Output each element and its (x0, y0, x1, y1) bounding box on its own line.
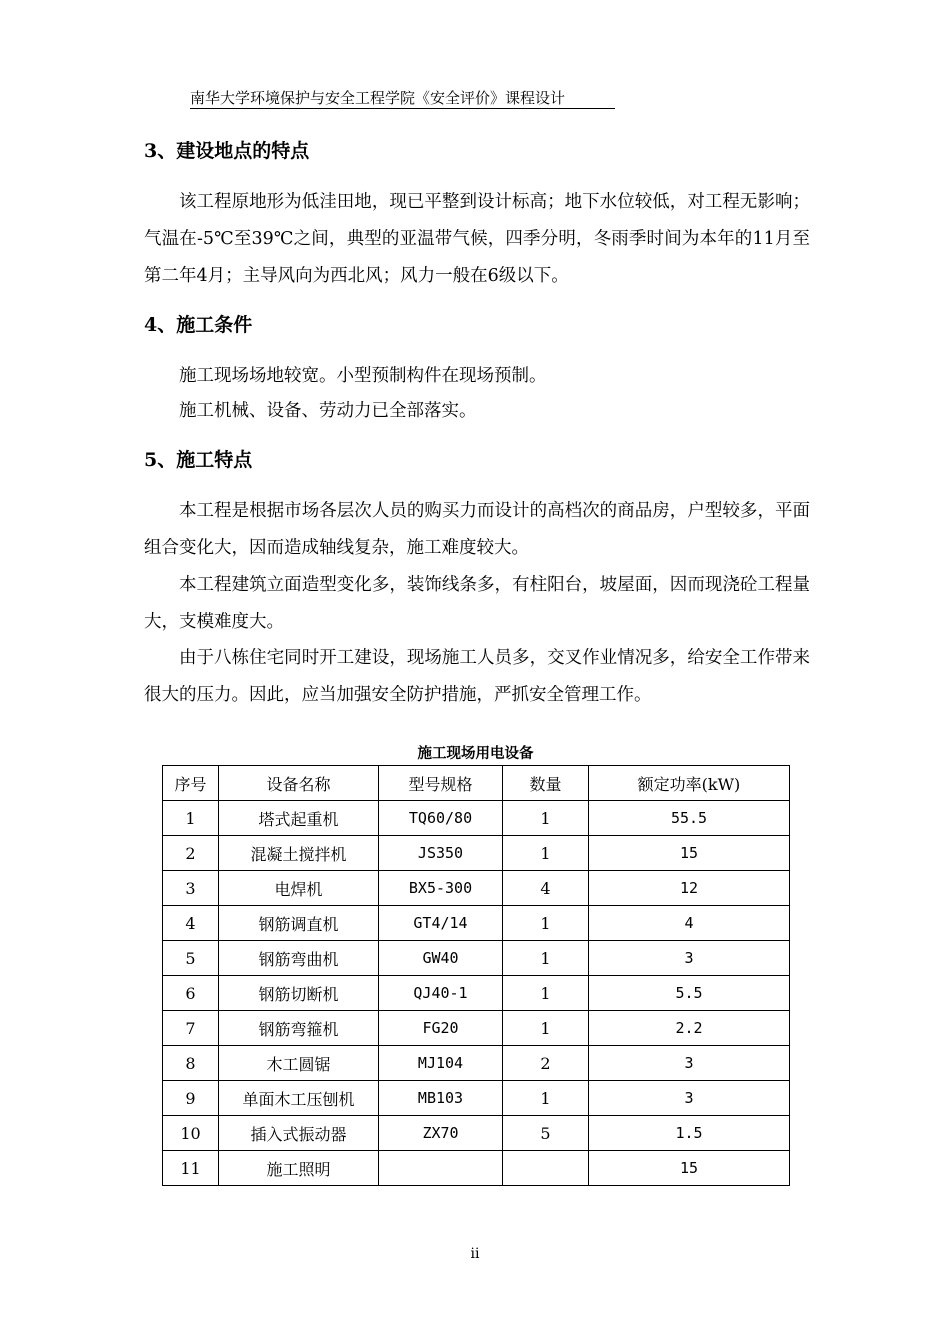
cell-quantity (503, 1151, 589, 1186)
cell-index: 11 (163, 1151, 219, 1186)
table-row (163, 871, 790, 906)
cell-power: 15 (589, 836, 790, 871)
cell-index: 4 (163, 906, 219, 941)
cell-name: 混凝土搅拌机 (219, 836, 379, 871)
cell-index: 1 (163, 801, 219, 836)
cell-quantity: 5 (503, 1116, 589, 1151)
cell-index: 9 (163, 1081, 219, 1116)
table-row (163, 941, 790, 976)
equipment-table (162, 765, 790, 1186)
cell-model: GW40 (379, 941, 503, 976)
cell-power: 3 (589, 1081, 790, 1116)
cell-name: 钢筋弯曲机 (219, 941, 379, 976)
header-rule (190, 108, 615, 109)
cell-quantity: 2 (503, 1046, 589, 1081)
cell-model: GT4/14 (379, 906, 503, 941)
cell-index: 5 (163, 941, 219, 976)
table-row (163, 976, 790, 1011)
cell-model: ZX70 (379, 1116, 503, 1151)
cell-power: 2.2 (589, 1011, 790, 1046)
header-cell-index: 序号 (163, 766, 219, 801)
cell-index: 2 (163, 836, 219, 871)
section-3-paragraph-1: 该工程原地形为低洼田地，现已平整到设计标高；地下水位较低，对工程无影响；气温在-5℃至39℃之间，典型的亚温带气候，四季分明，冬雨季时间为本年的11月至第二年4月；主导风向为西北风；风力一般在6级以下。 (144, 192, 810, 286)
cell-quantity: 1 (503, 941, 589, 976)
cell-name: 电焊机 (219, 871, 379, 906)
cell-power: 5.5 (589, 976, 790, 1011)
cell-model: FG20 (379, 1011, 503, 1046)
header-cell-power: 额定功率(kW) (589, 766, 790, 801)
cell-model (379, 1151, 503, 1186)
cell-model: TQ60/80 (379, 801, 503, 836)
cell-index: 7 (163, 1011, 219, 1046)
cell-name: 钢筋弯箍机 (219, 1011, 379, 1046)
cell-model: BX5-300 (379, 871, 503, 906)
table-row (163, 1046, 790, 1081)
table-row (163, 1116, 790, 1151)
cell-power: 55.5 (589, 801, 790, 836)
cell-name: 施工照明 (219, 1151, 379, 1186)
cell-power: 3 (589, 941, 790, 976)
section-5-paragraph-3: 由于八栋住宅同时开工建设，现场施工人员多，交叉作业情况多，给安全工作带来很大的压力。因此，应当加强安全防护措施，严抓安全管理工作。 (144, 648, 810, 705)
cell-name: 钢筋切断机 (219, 976, 379, 1011)
cell-name: 单面木工压刨机 (219, 1081, 379, 1116)
cell-name: 木工圆锯 (219, 1046, 379, 1081)
cell-quantity: 1 (503, 836, 589, 871)
table-header-row (163, 766, 790, 801)
table-row (163, 1011, 790, 1046)
section-title-3: 3、建设地点的特点 (144, 140, 310, 162)
running-header: 南华大学环境保护与安全工程学院《安全评价》课程设计 (190, 89, 566, 107)
page-number: ii (470, 1246, 480, 1262)
cell-name: 钢筋调直机 (219, 906, 379, 941)
section-4-paragraph-2: 施工机械、设备、劳动力已全部落实。 (179, 401, 477, 421)
table-row (163, 801, 790, 836)
section-title-5: 5、施工特点 (144, 449, 253, 471)
cell-quantity: 1 (503, 906, 589, 941)
header-cell-model: 型号规格 (379, 766, 503, 801)
section-5-paragraph-1: 本工程是根据市场各层次人员的购买力而设计的高档次的商品房，户型较多，平面组合变化大，因而造成轴线复杂，施工难度较大。 (144, 501, 810, 558)
cell-model: QJ40-1 (379, 976, 503, 1011)
cell-power: 15 (589, 1151, 790, 1186)
cell-model: JS350 (379, 836, 503, 871)
cell-model: MJ104 (379, 1046, 503, 1081)
cell-name: 塔式起重机 (219, 801, 379, 836)
cell-quantity: 1 (503, 1011, 589, 1046)
header-cell-name: 设备名称 (219, 766, 379, 801)
cell-index: 8 (163, 1046, 219, 1081)
section-5-paragraph-2: 本工程建筑立面造型变化多，装饰线条多，有柱阳台，坡屋面，因而现浇砼工程量大，支模难度大。 (144, 575, 810, 632)
cell-power: 1.5 (589, 1116, 790, 1151)
cell-quantity: 1 (503, 801, 589, 836)
table-row (163, 1151, 790, 1186)
cell-power: 3 (589, 1046, 790, 1081)
table-row (163, 906, 790, 941)
cell-name: 插入式振动器 (219, 1116, 379, 1151)
cell-model: MB103 (379, 1081, 503, 1116)
cell-index: 10 (163, 1116, 219, 1151)
cell-index: 3 (163, 871, 219, 906)
table-row (163, 1081, 790, 1116)
cell-index: 6 (163, 976, 219, 1011)
cell-quantity: 1 (503, 976, 589, 1011)
cell-quantity: 4 (503, 871, 589, 906)
cell-quantity: 1 (503, 1081, 589, 1116)
table-caption: 施工现场用电设备 (417, 745, 534, 762)
section-4-paragraph-1: 施工现场场地较宽。小型预制构件在现场预制。 (179, 366, 547, 386)
header-cell-quantity: 数量 (503, 766, 589, 801)
table-row (163, 836, 790, 871)
section-title-4: 4、施工条件 (144, 314, 253, 336)
cell-power: 12 (589, 871, 790, 906)
cell-power: 4 (589, 906, 790, 941)
